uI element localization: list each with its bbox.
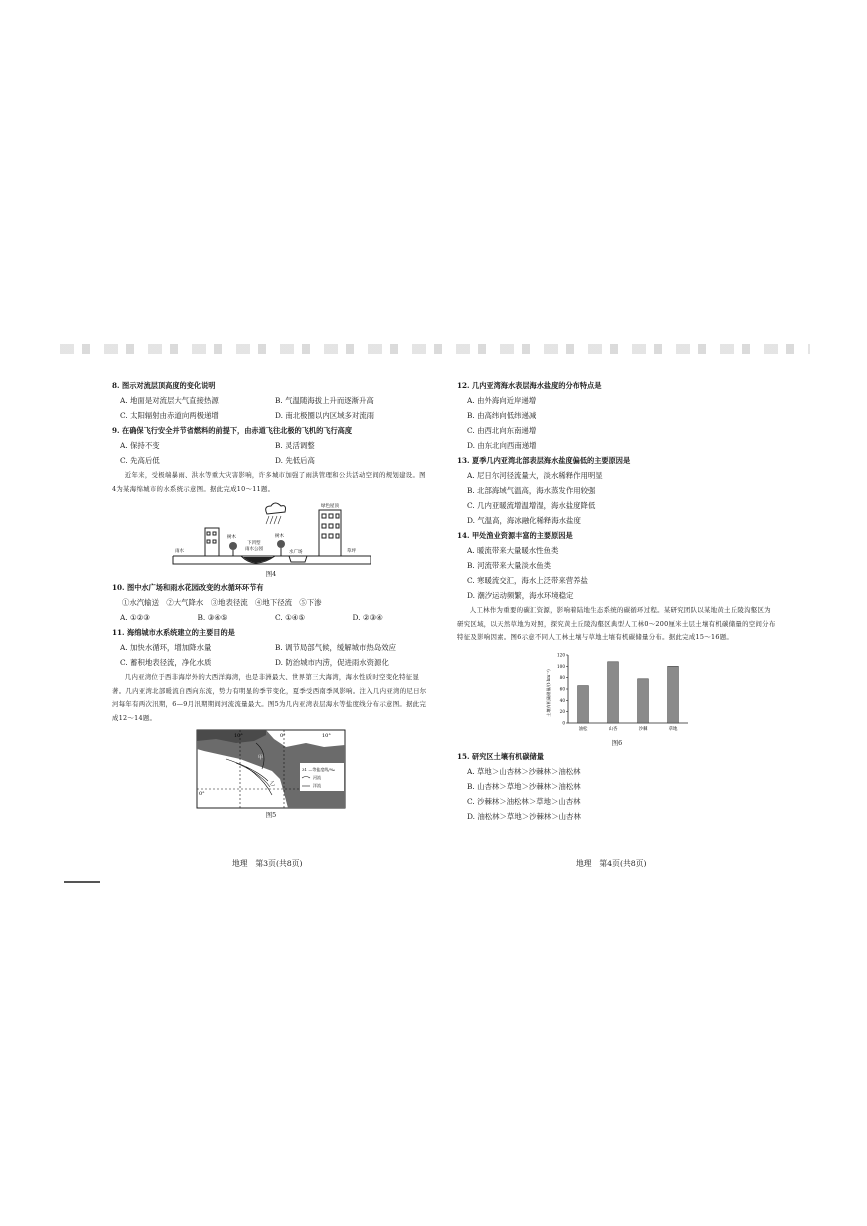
intro-fig5: 几内亚湾位于西非海岸外的大西洋海湾，也是非洲最大、世界第三大海湾，海水性质时空变化特征显著。几内亚湾北部暖流自西向东流，势力有明显的季节变化，夏季受西南季风影响。注入几内亚湾的尼日尔河每年有两次汛期，6—9月汛期期间河流流量最大。图5为几内亚湾表层海水等盐度线分布示意图。据此完成12～14题。 [112, 673, 427, 722]
q10-option-d[interactable]: D. ②③④ [352, 613, 383, 622]
chart-x-tick-label: 沙棘 [638, 726, 648, 732]
q12-options [457, 393, 777, 453]
divider [64, 881, 100, 883]
q14-option-a[interactable]: A. 暖流带来大量暖水性鱼类 [467, 546, 559, 555]
figure-4-caption: 图4 [265, 570, 277, 578]
q11-option-d[interactable]: D. 防治城市内涝，促进雨水资源化 [275, 658, 389, 667]
figure-6-bar-chart [542, 649, 692, 737]
q8-option-d[interactable]: D. 南北极圈以内区域多对流雨 [275, 411, 375, 420]
q11-option-a[interactable]: A. 加快水循环，增加降水量 [120, 643, 212, 652]
fig4-label-tree-1: 树木 [227, 535, 236, 540]
q11-option-b[interactable]: B. 调节局部气候，缓解城市热岛效应 [275, 643, 396, 652]
intro-fig4: 近年来，受极端暴雨、洪水等重大灾害影响，许多城市加强了雨洪管理和公共活动空间的规划建设。图4为某海绵城市的水系统示意图。据此完成10～11题。 [112, 471, 426, 493]
right-page [457, 378, 777, 824]
q9-option-a[interactable]: A. 保持不变 [120, 441, 160, 450]
q12-option-c[interactable]: C. 由西北向东南递增 [467, 426, 537, 435]
question-13: 13. 夏季几内亚湾北部表层海水盐度偏低的主要原因是 [457, 456, 631, 465]
fig4-label-water-square: 水广场 [289, 550, 303, 555]
chart-bar-1 [578, 685, 589, 722]
chart-y-tick-label: 120 [557, 652, 565, 657]
fig5-label-jia: 甲 [258, 755, 264, 761]
question-15: 15. 研究区土壤有机碳储量 [457, 751, 544, 761]
q10-option-b[interactable]: B. ③④⑤ [197, 613, 228, 622]
fig4-label-sunken: 下凹型 [247, 541, 261, 546]
fig5-lon-label-3: 10° [322, 733, 331, 739]
left-page [112, 378, 430, 821]
fig5-legend-river: 河流 [313, 775, 321, 780]
chart-y-tick-label: 0 [562, 720, 565, 725]
q10-options [112, 610, 430, 625]
figure-5-gulf-of-guinea-map [196, 729, 346, 809]
q15-option-a[interactable]: A. 草地＞山杏林＞沙棘林＞油松林 [467, 766, 581, 776]
fig4-label-rain-garden: 雨水公园 [245, 547, 263, 552]
chart-bar-2 [608, 661, 619, 722]
chart-x-tick-label: 油松 [578, 726, 588, 732]
fig4-label-green-roof: 绿色屋顶 [321, 504, 339, 509]
q13-option-b[interactable]: B. 北部海域气温高，海水蒸发作用较强 [467, 486, 596, 495]
chart-y-tick-label: 40 [559, 697, 565, 703]
q8-option-b[interactable]: B. 气温随海拔上升而逐渐升高 [275, 396, 374, 405]
chart-y-axis-label: 土壤有机碳储量/(t·hm⁻²) [546, 668, 551, 717]
question-11: 11. 海绵城市水系统建立的主要目的是 [112, 628, 235, 637]
q12-option-a[interactable]: A. 由外海向近岸递增 [467, 396, 537, 405]
q9-option-c[interactable]: C. 先高后低 [120, 456, 160, 465]
q13-options [457, 468, 777, 528]
q14-option-d[interactable]: D. 潮汐运动频繁，海水环境稳定 [467, 591, 574, 600]
fig5-legend-isohaline: 31 —等盐度线/‰ [302, 767, 336, 772]
q12-option-b[interactable]: B. 由高纬向低纬递减 [467, 411, 537, 420]
q13-option-a[interactable]: A. 尼日尔河径流量大，淡水稀释作用明显 [467, 471, 603, 480]
fig5-lat-label: 0° [199, 791, 205, 797]
fig5-lon-label-1: 10° [234, 733, 243, 739]
fig5-label-yi: 乙 [270, 781, 276, 787]
chart-y-tick-label: 80 [559, 674, 565, 680]
chart-y-tick-label: 20 [559, 708, 565, 714]
q14-option-b[interactable]: B. 河流带来大量淡水鱼类 [467, 561, 552, 570]
figure-5-caption: 图5 [265, 811, 277, 819]
q15-option-c[interactable]: C. 沙棘林＞油松林＞草地＞山杏林 [467, 796, 581, 806]
q10-items: ①水汽输送 ②大气降水 ③地表径流 ④地下径流 ⑤下渗 [122, 598, 322, 607]
question-8: 8. 图示对流层顶高度的变化说明 [112, 381, 216, 390]
q10-option-a[interactable]: A. ①②③ [120, 613, 150, 622]
q15-options [457, 764, 777, 824]
figure-4-sponge-city [171, 500, 371, 568]
q12-option-d[interactable]: D. 由东北向西南递增 [467, 441, 537, 450]
q8-option-c[interactable]: C. 太阳辐射由赤道向两极递增 [120, 411, 219, 420]
q11-options [112, 640, 430, 670]
intro-fig6: 人工林作为重要的碳汇资源，影响着陆地生态系统的碳循环过程。某研究团队以某地黄土丘陵沟壑区为研究区域，以天然草地为对照，探究黄土丘陵沟壑区典型人工林0～200厘米土层土壤有机碳储量的空间分布特征及影响因素。图6示意不同人工林土壤与草地土壤有机碳储量分布。据此完成15～16题。 [457, 606, 776, 641]
fig4-label-tree-2: 树木 [275, 534, 284, 539]
footer-page-4: 地理 第4页(共8页) [576, 859, 647, 868]
q13-option-c[interactable]: C. 几内亚暖流增温增湿，海水盐度降低 [467, 501, 596, 510]
fig4-label-rain: 雨水 [175, 549, 184, 554]
scan-artifact [60, 344, 810, 354]
q9-options [112, 438, 430, 468]
q15-option-d[interactable]: D. 油松林＞草地＞沙棘林＞山杏林 [467, 811, 581, 821]
chart-y-tick-label: 100 [557, 663, 565, 669]
chart-bar-4 [668, 666, 679, 723]
fig5-lon-label-2: 0° [280, 733, 286, 739]
chart-y-tick-label: 60 [559, 686, 565, 691]
fig5-legend-current: 洋流 [313, 783, 321, 788]
q8-options [112, 393, 430, 423]
figure-6-caption: 图6 [611, 738, 623, 747]
question-9: 9. 在确保飞行安全并节省燃料的前提下，由赤道飞往北极的飞机的飞行高度 [112, 426, 353, 435]
q11-option-c[interactable]: C. 蓄积地表径流，净化水质 [120, 658, 212, 667]
chart-x-tick-label: 山杏 [608, 726, 618, 732]
q15-option-b[interactable]: B. 山杏林＞草地＞沙棘林＞油松林 [467, 781, 581, 791]
q13-option-d[interactable]: D. 气温高，海冰融化稀释海水盐度 [467, 516, 581, 525]
question-14: 14. 甲处渔业资源丰富的主要原因是 [457, 531, 573, 540]
q8-option-a[interactable]: A. 地面是对流层大气直接热源 [120, 396, 219, 405]
fig4-label-lawn: 草坪 [347, 549, 356, 554]
footer-page-3: 地理 第3页(共8页) [232, 859, 303, 868]
question-12: 12. 几内亚湾海水表层海水盐度的分布特点是 [457, 381, 602, 390]
question-10: 10. 图中水广场和雨水花园改变的水循环环节有 [112, 583, 264, 592]
q10-option-c[interactable]: C. ①④⑤ [275, 613, 305, 622]
q9-option-d[interactable]: D. 先低后高 [275, 456, 315, 465]
q14-option-c[interactable]: C. 寒暖流交汇，海水上泛带来营养盐 [467, 576, 588, 585]
chart-bar-3 [638, 678, 649, 722]
chart-x-tick-label: 草地 [668, 726, 678, 732]
q14-options [457, 543, 777, 603]
q9-option-b[interactable]: B. 灵活调整 [275, 441, 315, 450]
